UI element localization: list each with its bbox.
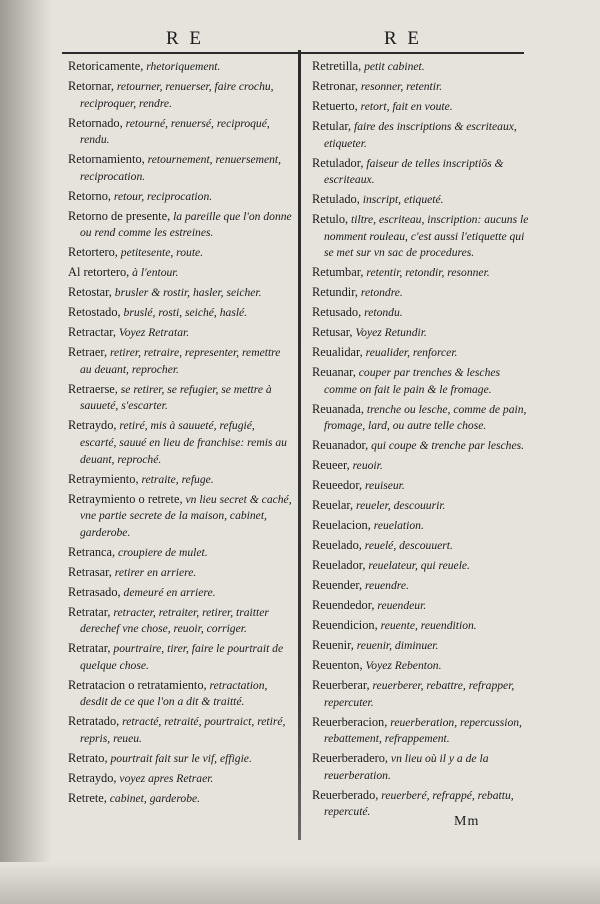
entry-headword: Reualidar,: [312, 345, 363, 360]
dictionary-entry: [312, 304, 530, 322]
entry-headword: Retornado,: [68, 115, 123, 130]
entry-headword: Reuelado,: [312, 538, 362, 553]
entry-definition: retondre.: [357, 286, 403, 300]
entry-definition: reueler, descouurir.: [353, 499, 446, 513]
entry-headword: Retrasado,: [68, 584, 121, 599]
page-gutter-shadow: [0, 0, 52, 904]
dictionary-entry: [68, 188, 294, 206]
dictionary-entry: [312, 401, 530, 435]
entry-headword: Reuanada,: [312, 401, 364, 416]
dictionary-entry: [68, 750, 294, 768]
entry-headword: Retraer,: [68, 345, 108, 360]
entry-headword: Retraymiento,: [68, 471, 139, 486]
entry-definition: retractation, desdit de ce que l'on a dit & traitté.: [80, 678, 268, 709]
entry-headword: Retuerto,: [312, 98, 358, 113]
entry-headword: Retusar,: [312, 325, 353, 340]
entry-headword: Reuelador,: [312, 558, 366, 573]
header-left: R E: [166, 28, 205, 49]
entry-headword: Retundir,: [312, 285, 358, 300]
entry-definition: voyez apres Retraer.: [116, 771, 214, 785]
dictionary-entry: [312, 264, 530, 282]
entry-headword: Reuelar,: [312, 498, 354, 513]
right-column: [312, 58, 530, 823]
header-rule: [62, 52, 524, 54]
entry-definition: retourner, renuerser, faire crochu, reciproquer, rendre.: [80, 79, 274, 110]
dictionary-entry: [68, 640, 294, 674]
entry-headword: Retronar,: [312, 78, 358, 93]
entry-definition: Voyez Rebenton.: [362, 659, 442, 673]
dictionary-entry: [68, 770, 294, 788]
dictionary-entry: [68, 324, 294, 342]
entry-headword: Reueedor,: [312, 478, 363, 493]
page-bottom-shadow: [0, 862, 600, 904]
entry-headword: Reuerberadero,: [312, 751, 389, 766]
entry-definition: reuerberer, rebattre, refrapper, repercuter.: [324, 679, 515, 709]
entry-headword: Retumbar,: [312, 265, 364, 280]
entry-definition: retracté, retraité, pourtraict, retiré, repris, reueu.: [80, 715, 286, 745]
entry-definition: couper par trenches & lesches comme on fait le pain & le fromage.: [324, 366, 501, 396]
entry-definition: retiré, mis à sauueté, refugié, escarté, sauué en lieu de franchise: remis au deuant, reproché.: [80, 419, 287, 466]
entry-headword: Retretilla,: [312, 59, 362, 73]
entry-headword: Retractar,: [68, 325, 117, 340]
dictionary-entry: [312, 191, 530, 209]
dictionary-entry: [312, 58, 530, 76]
entry-headword: Retratar,: [68, 604, 111, 619]
entry-definition: la pareille que l'on donne ou rend comme les estreines.: [80, 209, 292, 240]
dictionary-entry: [68, 304, 294, 322]
entry-headword: Retrete,: [68, 790, 107, 805]
entry-definition: vn lieu secret & caché, vne partie secrete de la maison, cabinet, garderobe.: [80, 492, 292, 539]
entry-definition: retondu.: [361, 306, 403, 320]
dictionary-entry: [68, 344, 294, 378]
entry-headword: Reuenir,: [312, 638, 354, 653]
entry-headword: Retulo,: [312, 212, 349, 227]
entry-headword: Retorno de presente,: [68, 208, 171, 223]
entry-definition: rhetoriquement.: [143, 60, 221, 73]
entry-headword: Reueer,: [312, 458, 350, 473]
entry-definition: inscript, etiqueté.: [359, 193, 444, 207]
entry-definition: resonner, retentir.: [357, 79, 443, 93]
dictionary-entry: [68, 244, 294, 262]
dictionary-entry: [312, 284, 530, 302]
entry-headword: Reuerberacion,: [312, 714, 388, 729]
dictionary-entry: [312, 364, 530, 398]
dictionary-entry: [68, 58, 294, 76]
entry-definition: reuerberation, repercussion, rebattement, refrappement.: [324, 715, 522, 746]
dictionary-entry: [312, 457, 530, 475]
dictionary-entry: [312, 677, 530, 711]
dictionary-entry: [312, 211, 530, 262]
header-right: R E: [384, 28, 423, 49]
entry-headword: Retulado,: [312, 192, 360, 207]
dictionary-entry: [312, 787, 530, 821]
dictionary-entry: [312, 597, 530, 615]
catchword: Mm: [454, 814, 480, 829]
entry-definition: retort, fait en voute.: [357, 99, 453, 113]
entry-headword: Retraydo,: [68, 770, 117, 785]
entry-headword: Retostado,: [68, 305, 121, 320]
entry-definition: à l'entour.: [129, 266, 179, 280]
entry-definition: petitesente, route.: [117, 246, 204, 260]
left-column: [68, 58, 294, 810]
entry-definition: bruslé, rosti, seiché, haslé.: [120, 306, 248, 320]
entry-headword: Retostar,: [68, 285, 112, 300]
dictionary-entry: [312, 750, 530, 784]
dictionary-entry: [312, 577, 530, 595]
dictionary-entry: [312, 517, 530, 535]
entry-definition: pourtraire, tirer, faire le pourtrait de quelque chose.: [80, 642, 284, 672]
dictionary-entry: [312, 344, 530, 362]
dictionary-entry: [312, 477, 530, 495]
entry-definition: faiseur de telles inscriptiōs & escriteaux.: [324, 156, 504, 187]
entry-definition: brusler & rostir, hasler, seicher.: [111, 286, 262, 300]
dictionary-entry: [68, 284, 294, 302]
entry-headword: Retratacion o retratamiento,: [68, 677, 207, 692]
dictionary-entry: [68, 713, 294, 747]
entry-headword: Retrasar,: [68, 564, 112, 579]
entry-definition: reuendre.: [362, 579, 409, 593]
dictionary-entry: [68, 584, 294, 602]
dictionary-entry: [68, 381, 294, 415]
entry-definition: se retirer, se refugier, se mettre à sauueté, s'escarter.: [80, 382, 272, 413]
entry-definition: reuendeur.: [374, 599, 427, 613]
dictionary-entry: [312, 537, 530, 555]
entry-definition: croupiere de mulet.: [115, 545, 208, 559]
dictionary-entry: [68, 151, 294, 185]
entry-definition: vn lieu où il y a de la reuerberation.: [324, 752, 489, 782]
dictionary-entry: [312, 118, 530, 152]
entry-headword: Al retortero,: [68, 265, 130, 280]
dictionary-entry: [312, 98, 530, 116]
entry-definition: retourné, renuersé, reciproqué, rendu.: [80, 116, 270, 147]
dictionary-entry: [312, 437, 530, 455]
entry-definition: reuenir, diminuer.: [353, 639, 439, 653]
dictionary-entry: [68, 604, 294, 638]
entry-definition: tiltre, escriteau, inscription: aucuns le nomment rouleau, c'est aussi l'etiquette qui se met sur vn sac de procedures.: [324, 213, 529, 260]
dictionary-entry: [312, 637, 530, 655]
entry-headword: Retratado,: [68, 714, 120, 729]
entry-definition: retentir, retondir, resonner.: [363, 266, 490, 280]
entry-definition: reuelé, descouuert.: [361, 539, 453, 553]
entry-definition: reuoir.: [349, 459, 383, 473]
dictionary-entry: [312, 714, 530, 748]
entry-definition: Voyez Retundir.: [352, 326, 427, 340]
dictionary-entry: [312, 78, 530, 96]
dictionary-entry: [68, 544, 294, 562]
entry-headword: Retranca,: [68, 544, 116, 559]
dictionary-entry: [68, 115, 294, 149]
entry-definition: reualider, renforcer.: [362, 346, 458, 360]
entry-definition: reuelation.: [370, 519, 424, 533]
entry-headword: Reuelacion,: [312, 518, 371, 533]
running-header: [60, 28, 580, 50]
entry-definition: retraite, refuge.: [138, 472, 214, 486]
entry-headword: Retraydo,: [68, 418, 117, 433]
entry-headword: Reuendicion,: [312, 618, 378, 633]
entry-headword: Reuender,: [312, 578, 363, 593]
entry-definition: retirer, retraire, representer, remettre au deuant, reprocher.: [80, 346, 281, 376]
entry-definition: reuiseur.: [362, 479, 405, 493]
entry-definition: retracter, retraiter, retirer, traitter derechef vne chose, reuoir, corriger.: [80, 605, 269, 636]
dictionary-entry: [312, 617, 530, 635]
dictionary-entry: [68, 790, 294, 808]
entry-headword: Reuerberado,: [312, 787, 379, 802]
column-divider: [298, 50, 301, 840]
dictionary-entry: [68, 78, 294, 112]
entry-definition: petit cabinet.: [361, 60, 425, 73]
dictionary-entry: [68, 564, 294, 582]
dictionary-entry: [68, 471, 294, 489]
dictionary-entry: [312, 497, 530, 515]
entry-headword: Retratar,: [68, 641, 111, 656]
dictionary-entry: [68, 677, 294, 711]
dictionary-entry: [68, 208, 294, 242]
entry-headword: Reuendedor,: [312, 598, 375, 613]
entry-definition: Voyez Retratar.: [116, 326, 190, 340]
entry-definition: retirer en arriere.: [111, 565, 197, 579]
entry-headword: Retornar,: [68, 78, 114, 93]
dictionary-entry: [68, 491, 294, 542]
dictionary-entry: [312, 324, 530, 342]
entry-headword: Retular,: [312, 118, 352, 133]
entry-headword: Retulador,: [312, 155, 364, 170]
entry-definition: reuelateur, qui reuele.: [365, 559, 470, 573]
dictionary-entry: [312, 557, 530, 575]
entry-definition: demeuré en arriere.: [120, 585, 216, 599]
entry-definition: reuente, reuendition.: [377, 619, 477, 633]
entry-definition: pourtrait fait sur le vif, effigie.: [107, 751, 252, 765]
entry-definition: faire des inscriptions & escriteaux, etiqueter.: [324, 119, 517, 150]
entry-definition: qui coupe & trenche par lesches.: [368, 439, 525, 453]
entry-definition: cabinet, garderobe.: [106, 791, 201, 805]
dictionary-entry: [68, 264, 294, 282]
entry-definition: trenche ou lesche, comme de pain, fromage, lard, ou autre telle chose.: [324, 402, 527, 433]
entry-headword: Retornamiento,: [68, 152, 145, 167]
entry-headword: Retraymiento o retrete,: [68, 491, 183, 506]
entry-definition: retour, reciprocation.: [111, 189, 213, 203]
entry-headword: Retrato,: [68, 750, 108, 765]
dictionary-entry: [312, 657, 530, 675]
entry-headword: Retorno,: [68, 188, 112, 203]
entry-headword: Retoricamente,: [68, 59, 144, 73]
entry-headword: Retusado,: [312, 305, 362, 320]
entry-headword: Reuerberar,: [312, 678, 370, 693]
entry-definition: retournement, renuersement, reciprocation.: [80, 153, 282, 183]
entry-headword: Reuanar,: [312, 365, 356, 380]
dictionary-entry: [312, 155, 530, 189]
entry-headword: Reuenton,: [312, 658, 363, 673]
entry-headword: Retortero,: [68, 245, 118, 260]
entry-headword: Reuanador,: [312, 438, 369, 453]
entry-definition: reuerberé, refrappé, rebattu, repercuté.: [324, 788, 514, 819]
dictionary-entry: [68, 417, 294, 468]
entry-headword: Retraerse,: [68, 381, 118, 396]
